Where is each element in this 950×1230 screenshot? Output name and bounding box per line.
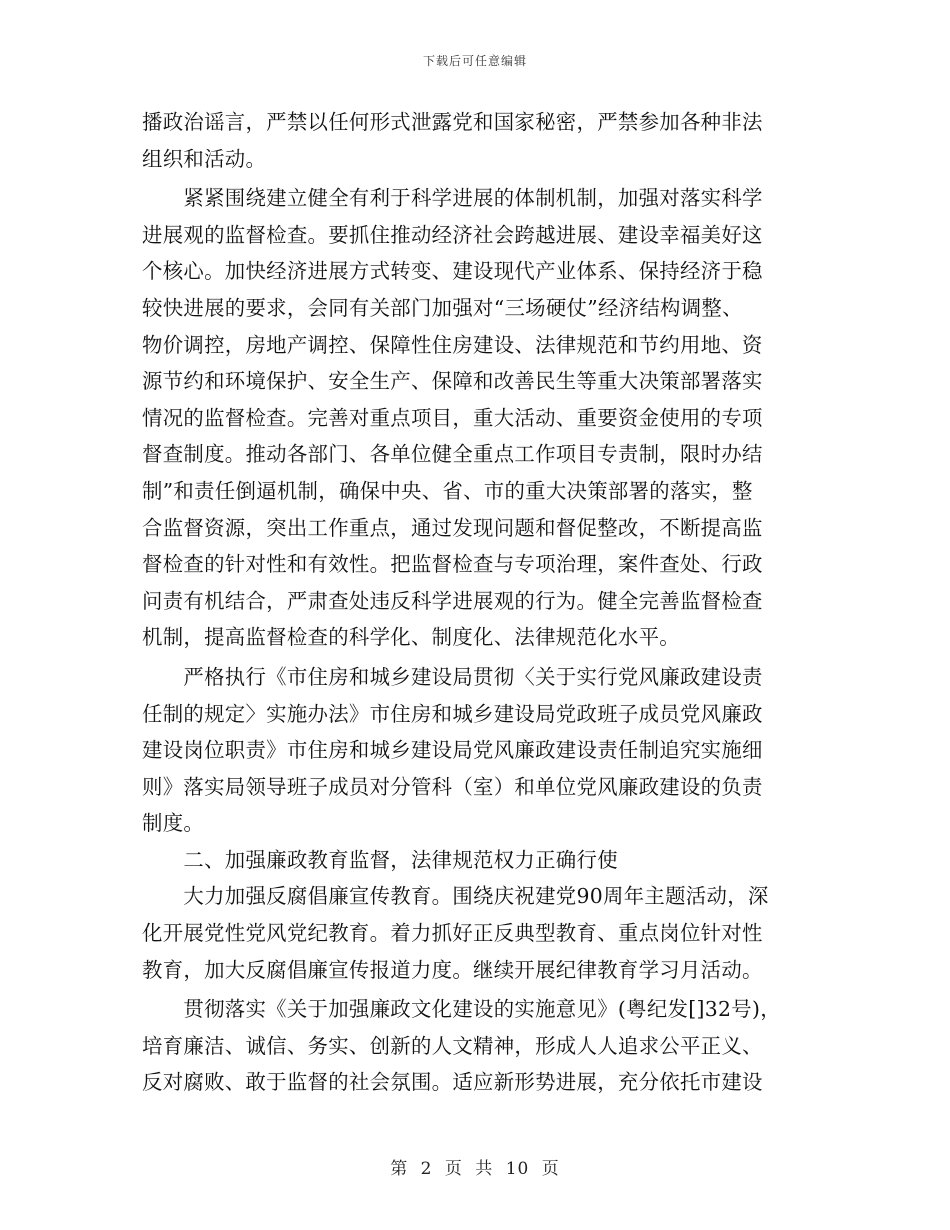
- text-line: 合监督资源，突出工作重点，通过发现问题和督促整改，不断提高监: [142, 515, 763, 540]
- text-line: 进展观的监督检查。要抓住推动经济社会跨越进展、建设幸福美好这: [142, 222, 763, 247]
- text-line: 则》落实局领导班子成员对分管科（室）和单位党风廉政建设的负责: [142, 774, 763, 799]
- text-line: 物价调控，房地产调控、保障性住房建设、法律规范和节约用地、资: [142, 332, 763, 357]
- text-line: 制度。: [142, 811, 205, 836]
- text-line: 贯彻落实《关于加强廉政文化建设的实施意见》(粤纪发[]32号)，: [142, 997, 781, 1022]
- text-line: 组织和活动。: [142, 146, 267, 171]
- page-number-footer: 第 2 页 共 10 页: [390, 1159, 560, 1179]
- text-line: 严格执行《市住房和城乡建设局贯彻〈关于实行党风廉政建设责: [142, 664, 763, 689]
- text-line: 二、加强廉政教育监督，法律规范权力正确行使: [142, 847, 618, 872]
- text-line: 紧紧围绕建立健全有利于科学进展的体制机制，加强对落实科学: [142, 186, 763, 211]
- page-header: 下载后可任意编辑: [422, 54, 527, 68]
- text-line: 较快进展的要求，会同有关部门加强对“三场硬仗”经济结构调整、: [142, 295, 743, 320]
- text-line: 源节约和环境保护、安全生产、保障和改善民生等重大决策部署落实: [142, 369, 763, 394]
- text-line: 督查制度。推动各部门、各单位健全重点工作项目专责制，限时办结: [142, 442, 763, 467]
- text-line: 培育廉洁、诚信、务实、创新的人文精神，形成人人追求公平正义、: [142, 1033, 763, 1058]
- text-line: 建设岗位职责》市住房和城乡建设局党风廉政建设责任制追究实施细: [142, 738, 763, 763]
- text-line: 机制，提高监督检查的科学化、制度化、法律规范化水平。: [142, 625, 680, 650]
- text-line: 反对腐败、敢于监督的社会氛围。适应新形势进展，充分依托市建设: [142, 1070, 763, 1095]
- text-line: 制”和责任倒逼机制，确保中央、省、市的重大决策部署的落实，整: [142, 478, 753, 503]
- text-line: 播政治谣言，严禁以任何形式泄露党和国家秘密，严禁参加各种非法: [142, 110, 763, 134]
- text-line: 任制的规定〉实施办法》市住房和城乡建设局党政班子成员党风廉政: [142, 701, 763, 726]
- text-line: 大力加强反腐倡廉宣传教育。围绕庆祝建党90周年主题活动，深: [142, 884, 769, 909]
- text-line: 个核心。加快经济进展方式转变、建设现代产业体系、保持经济于稳: [142, 259, 763, 284]
- text-line: 督检查的针对性和有效性。把监督检查与专项治理，案件查处、行政: [142, 552, 763, 577]
- text-line: 教育，加大反腐倡廉宣传报道力度。继续开展纪律教育学习月活动。: [142, 957, 763, 982]
- text-line: 化开展党性党风党纪教育。着力抓好正反典型教育、重点岗位针对性: [142, 921, 763, 946]
- text-line: 情况的监督检查。完善对重点项目，重大活动、重要资金使用的专项: [142, 405, 763, 430]
- document-body: [142, 104, 802, 1101]
- text-line: 问责有机结合，严肃查处违反科学进展观的行为。健全完善监督检查: [142, 588, 763, 613]
